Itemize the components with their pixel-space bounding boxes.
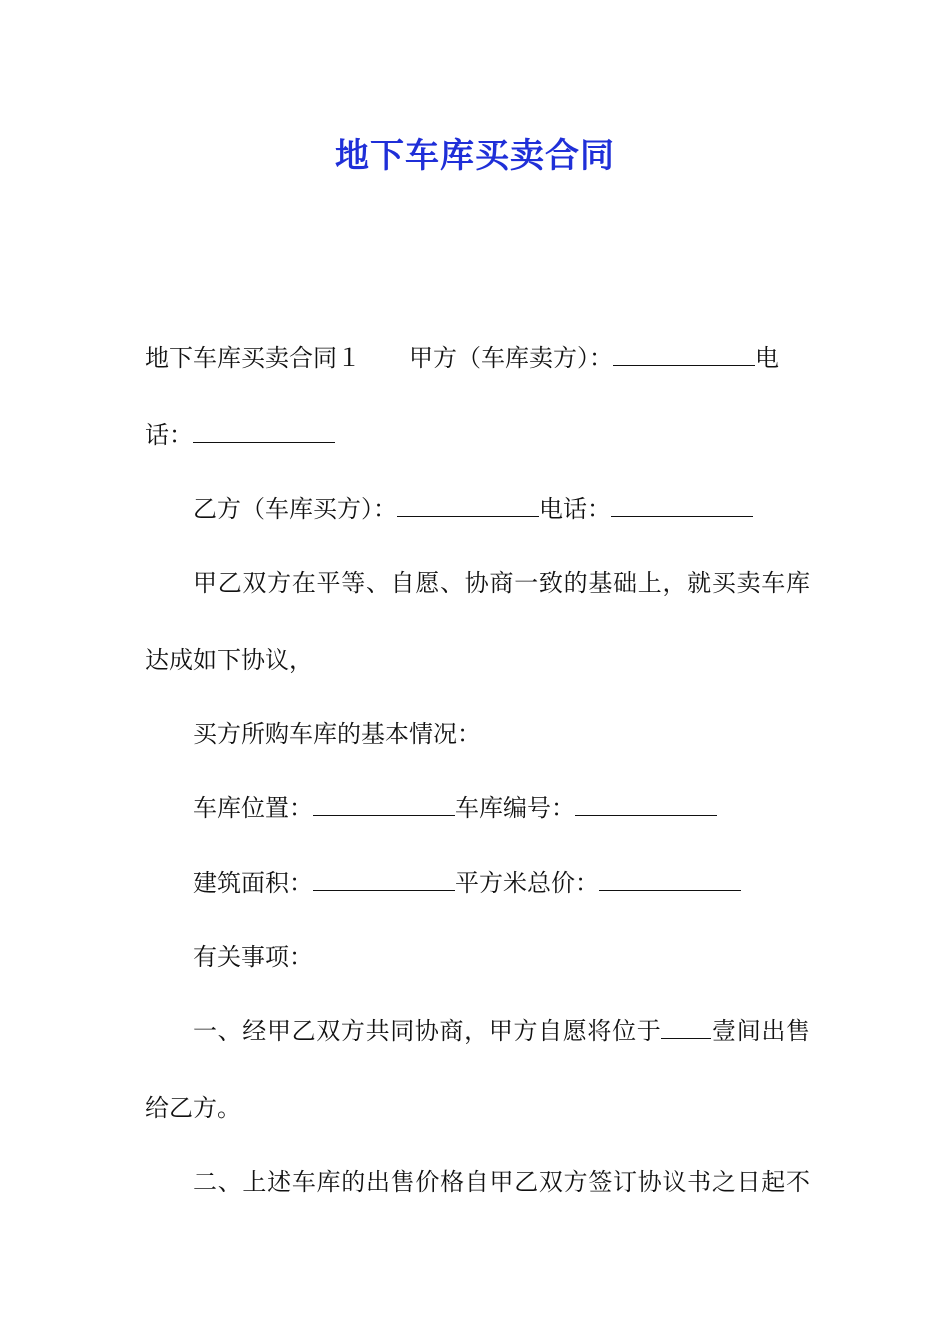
related-matters-heading: 有关事项： <box>193 943 313 971</box>
paragraph-intro-line2: 达成如下协议， <box>145 646 313 674</box>
party-a-blank <box>613 347 755 366</box>
party-b-phone-blank <box>611 498 753 517</box>
document-title: 地下车库买卖合同 <box>335 136 615 176</box>
total-price-label: 平方米总价： <box>455 869 599 897</box>
line-party-a-phone <box>145 419 810 451</box>
party-b-label: 乙方（车库买方）： <box>193 495 397 523</box>
garage-number-blank <box>575 797 717 816</box>
line-garage-location <box>193 792 810 824</box>
garage-location-blank <box>313 797 455 816</box>
clause-one-line1 <box>193 1015 810 1047</box>
clause-two-line1: 二、上述车库的出售价格自甲乙双方签订协议书之日起不 <box>193 1168 810 1196</box>
line-party-a <box>145 342 810 374</box>
party-b-phone-label: 电话： <box>539 495 611 523</box>
line-party-b <box>193 493 810 525</box>
party-a-label: 甲方（车库卖方）： <box>409 344 613 372</box>
garage-number-label: 车库编号： <box>455 794 575 822</box>
garage-location-label: 车库位置： <box>193 794 313 822</box>
contract-heading: 地下车库买卖合同１ <box>145 344 361 372</box>
clause-one-blank <box>661 1020 711 1039</box>
party-b-blank <box>397 498 539 517</box>
paragraph-intro-line1: 甲乙双方在平等、自愿、协商一致的基础上，就买卖车库 <box>193 569 810 597</box>
phone-label-start: 电 <box>755 344 779 372</box>
line-building-area <box>193 867 810 899</box>
building-area-blank <box>313 872 455 891</box>
clause-one-text: 一、经甲乙双方共同协商，甲方自愿将位于 <box>193 1017 662 1045</box>
clause-one-line2: 给乙方。 <box>145 1094 241 1122</box>
party-a-phone-blank <box>193 424 335 443</box>
phone-label-end: 话： <box>145 421 193 449</box>
basic-info-heading: 买方所购车库的基本情况： <box>193 720 481 748</box>
clause-one-text-end: 壹间出售 <box>711 1017 810 1045</box>
total-price-blank <box>599 872 741 891</box>
building-area-label: 建筑面积： <box>193 869 313 897</box>
